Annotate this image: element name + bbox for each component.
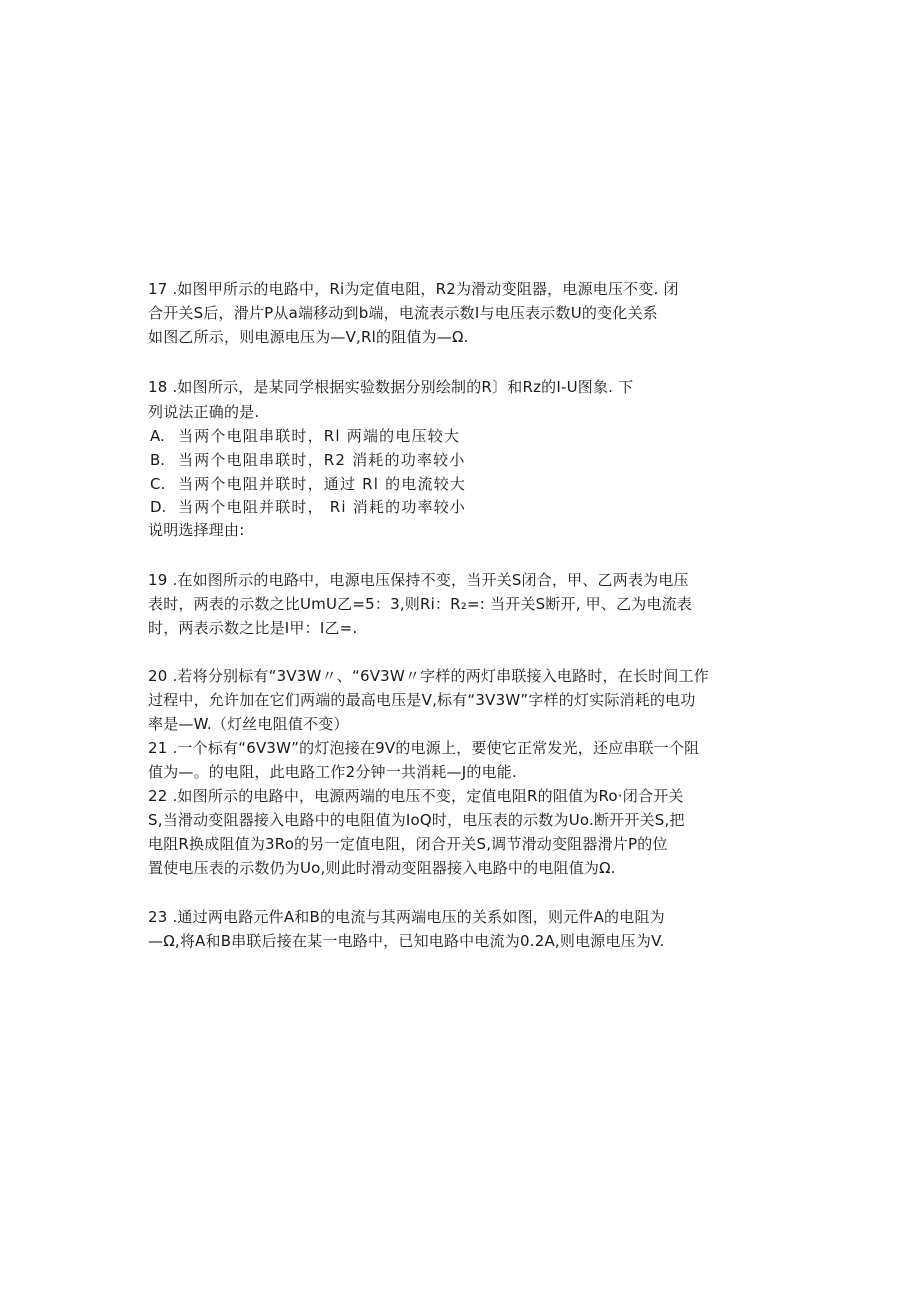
q20-line-3: 率是—W.（灯丝电阻值不变）: [148, 715, 349, 733]
option-text: 当两个电阻并联时， Ri 消耗的功率较小: [178, 498, 467, 516]
q20-line-1: 20 .若将分别标有“3V3W〃、“6V3W〃字样的两灯串联接入电路时，在长时间工作: [148, 667, 709, 685]
q23-line-2: —Ω,将A和B串联后接在某一电路中，已知电路中电流为0.2A,则电源电压为V.: [148, 932, 665, 950]
q22-line-2: S,当滑动变阻器接入电路中的电阻值为IoQ时，电压表的示数为Uo.断开开关S,把: [148, 811, 685, 829]
option-text: 当两个电阻串联时，R2 消耗的功率较小: [178, 451, 466, 469]
option-letter: A.: [150, 427, 165, 445]
q19-line-2: 表时，两表的示数之比UmU乙=5：3,则Ri：R₂=: 当开关S断开, 甲、乙为电流表: [148, 595, 693, 613]
option-text: 当两个电阻串联时，Rl 两端的电压较大: [178, 427, 461, 445]
q18-reason: 说明选择理由:: [148, 521, 245, 539]
q17-line-1: 17 .如图甲所示的电路中，Ri为定值电阻，R2为滑动变阻器，电源电压不变. 闭: [148, 280, 679, 298]
q19-line-1: 19 .在如图所示的电路中，电源电压保持不变，当开关S闭合，甲、乙两表为电压: [148, 571, 689, 589]
q18-line-2: 列说法正确的是.: [148, 403, 260, 421]
q18-line-1: 18 .如图所示，是某同学根据实验数据分别绘制的R〕和Rz的I-U图象. 下: [148, 378, 634, 396]
q22-line-3: 电阻R换成阻值为3Ro的另一定值电阻，闭合开关S,调节滑动变阻器滑片P的位: [148, 835, 668, 853]
q22-line-4: 置使电压表的示数仍为Uo,则此时滑动变阻器接入电路中的电阻值为Ω.: [148, 859, 616, 877]
option-letter: B.: [150, 451, 166, 469]
q17-line-2: 合开关S后，滑片P从a端移动到b端，电流表示数I与电压表示数U的变化关系: [148, 304, 658, 322]
q22-line-1: 22 .如图所示的电路中，电源两端的电压不变，定值电阻R的阻值为Ro·闭合开关: [148, 787, 684, 805]
option-letter: C.: [150, 475, 166, 493]
q21-line-2: 值为—。的电阻，此电路工作2分钟一共消耗—J的电能.: [148, 763, 517, 781]
q20-line-2: 过程中，允许加在它们两端的最高电压是V,标有“3V3W”字样的灯实际消耗的电功: [148, 691, 696, 709]
q21-line-1: 21 .一个标有“6V3W”的灯泡接在9V的电源上，要使它正常发光，还应串联一个阻: [148, 739, 700, 757]
q23-line-1: 23 .通过两电路元件A和B的电流与其两端电压的关系如图，则元件A的电阻为: [148, 908, 665, 926]
q19-line-3: 时，两表示数之比是I甲：I乙=.: [148, 619, 358, 637]
q17-line-3: 如图乙所示，则电源电压为—V,Rl的阻值为—Ω.: [148, 328, 469, 346]
option-text: 当两个电阻并联时，通过 Rl 的电流较大: [178, 475, 467, 493]
option-letter: D.: [150, 498, 167, 516]
